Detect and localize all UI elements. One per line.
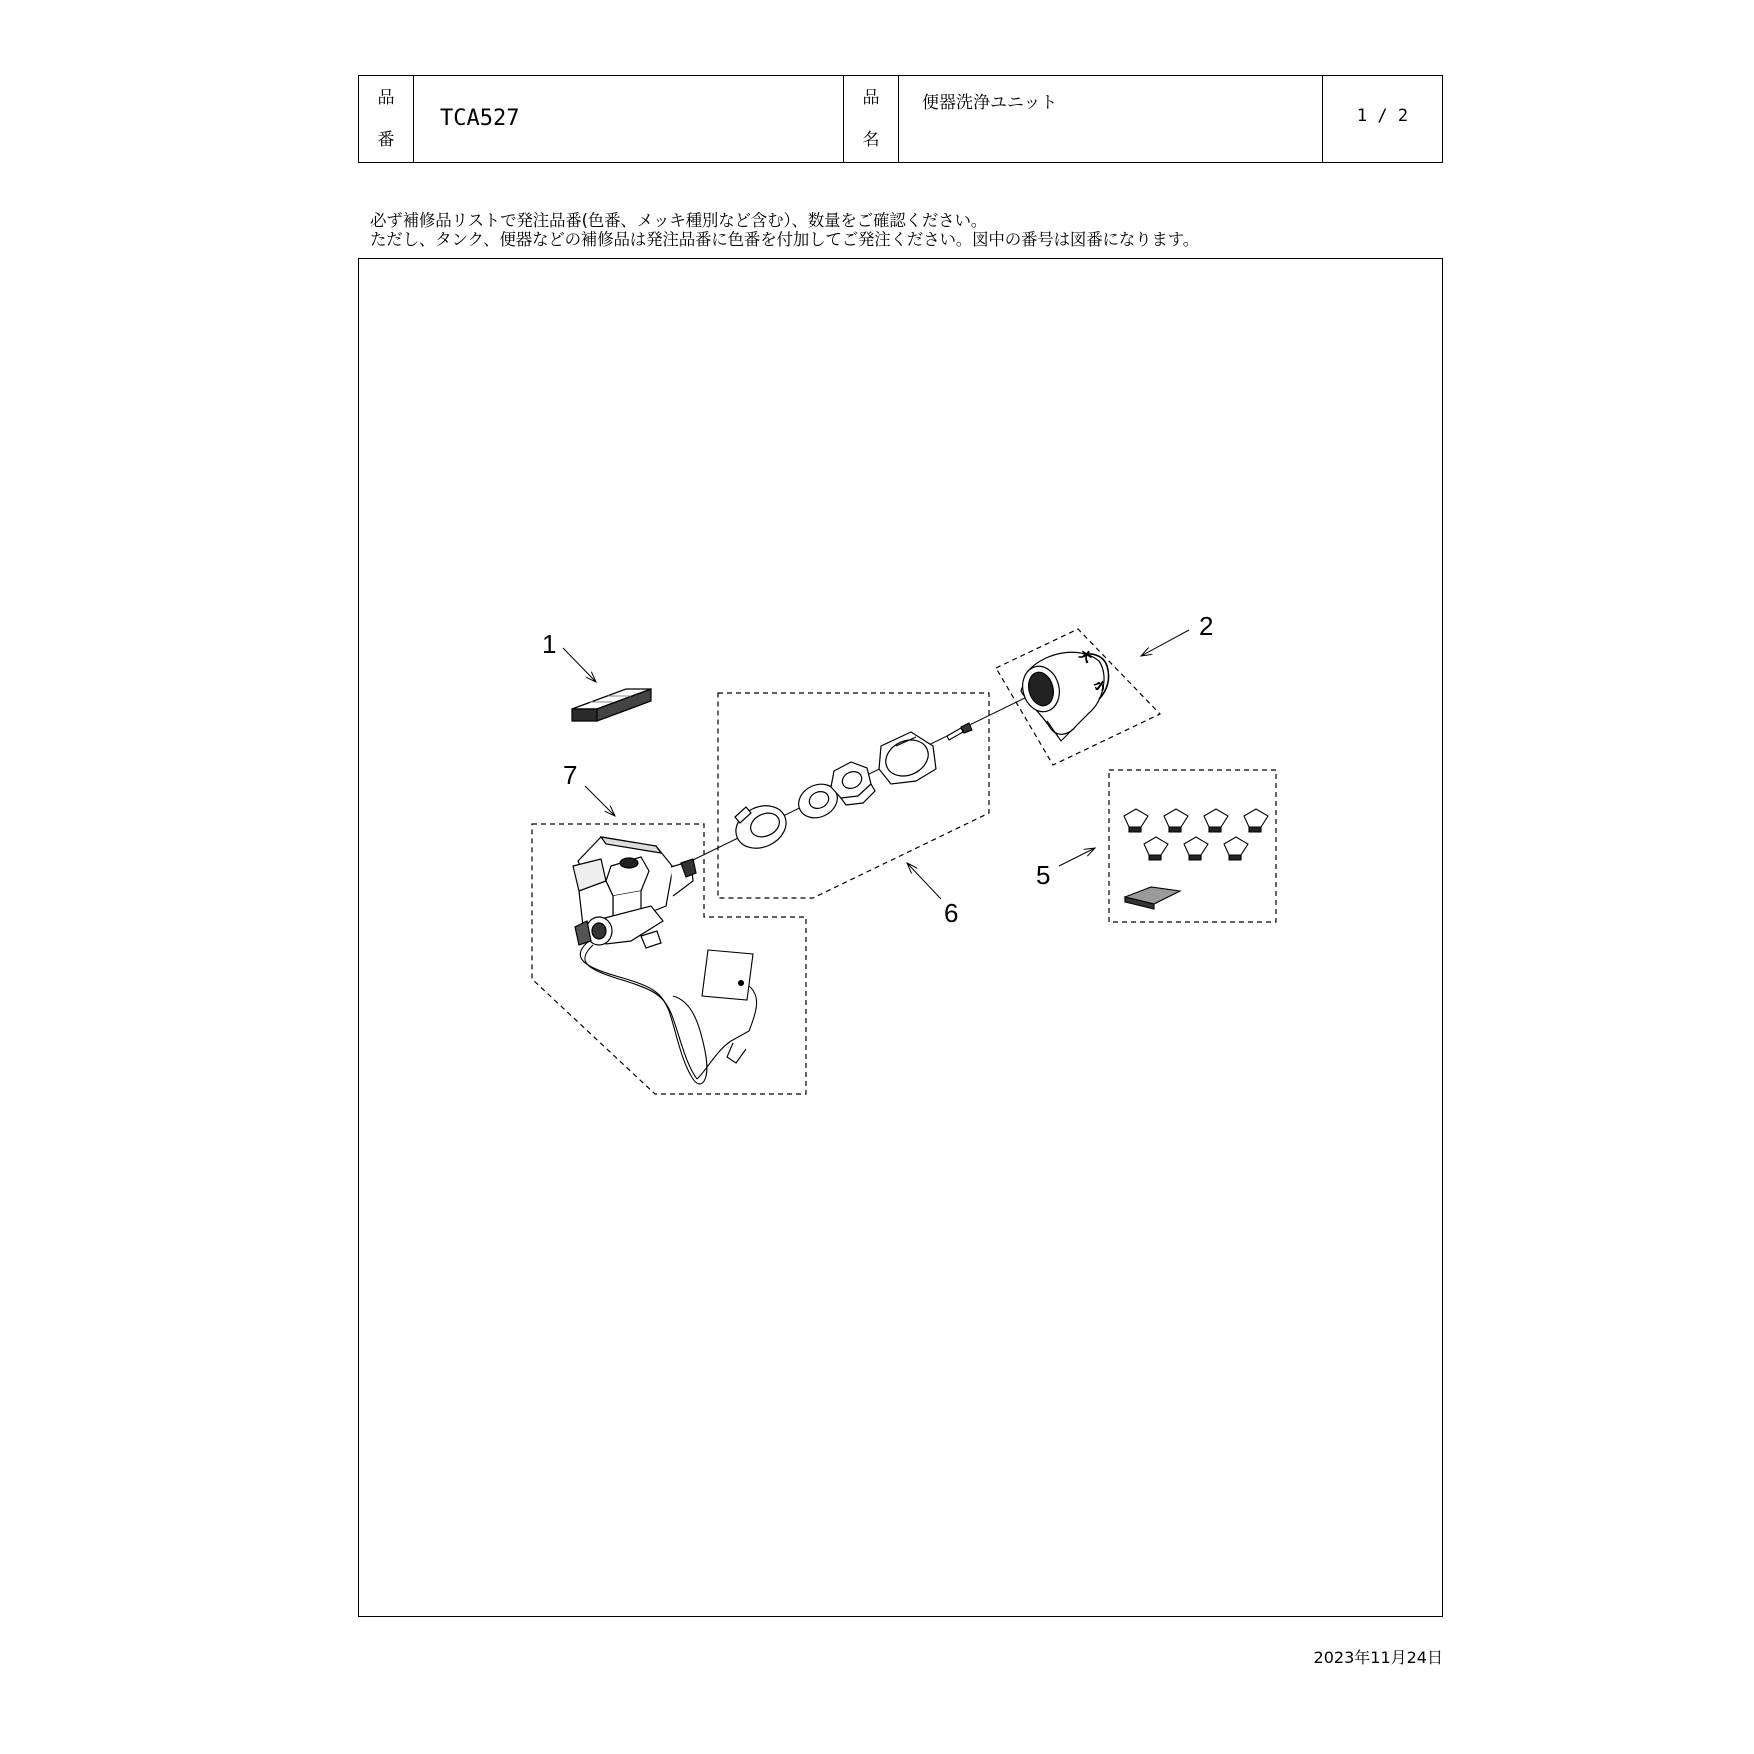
- drawing-frame: [358, 258, 1443, 1617]
- leader-1: [563, 648, 596, 682]
- part-6-cam: [879, 732, 936, 784]
- part-name-label-cell: [843, 76, 898, 162]
- issue-date: 2023年11月24日: [1313, 1648, 1443, 1667]
- leader-7: [585, 786, 615, 816]
- page-cell: [1322, 76, 1442, 162]
- callout-6: 6: [944, 898, 959, 928]
- part-no-label-2: 番: [377, 130, 395, 150]
- part-1-pads: [572, 689, 651, 721]
- callout-5: 5: [1036, 860, 1051, 890]
- page-number: 1 / 2: [1356, 106, 1409, 126]
- leader-2: [1141, 630, 1189, 656]
- header-table: [358, 75, 1443, 163]
- svg-text:小: 小: [1091, 678, 1108, 695]
- part-6-screw: [947, 723, 972, 740]
- callout-1: 1: [542, 629, 557, 659]
- note-line-2: ただし、タンク、便器などの補修品は発注品番に色番を付加してご発注ください。図中の番号は図番になります。: [370, 230, 1199, 249]
- part-2-handle: [1018, 647, 1109, 741]
- part-name-label-2: 名: [862, 130, 880, 150]
- callout-7: 7: [563, 760, 578, 790]
- part-no-cell: [413, 76, 843, 162]
- part-7-tag: [702, 950, 753, 1000]
- part-5-double-sided-tape: [1125, 887, 1180, 909]
- part-name-cell: [898, 76, 1322, 162]
- part-no-label-cell: [359, 76, 413, 162]
- leader-6: [907, 863, 941, 899]
- callout-2: 2: [1199, 611, 1214, 641]
- part-name-label-1: 品: [862, 88, 880, 108]
- part-no-label-1: 品: [377, 88, 395, 108]
- part-name: 便器洗浄ユニット: [922, 93, 1058, 113]
- part-number: TCA527: [440, 106, 520, 131]
- part-5-clips: [1124, 809, 1268, 860]
- leader-5: [1059, 848, 1095, 866]
- note-line-1: 必ず補修品リストで発注品番(色番、メッキ種別など含む）、数量をご確認ください。: [370, 211, 988, 230]
- exploded-parts-diagram: [359, 259, 1444, 1618]
- svg-text:大: 大: [1077, 648, 1094, 665]
- part-6-retainer-ring: [729, 798, 793, 856]
- part-7-motor-unit: [573, 837, 696, 948]
